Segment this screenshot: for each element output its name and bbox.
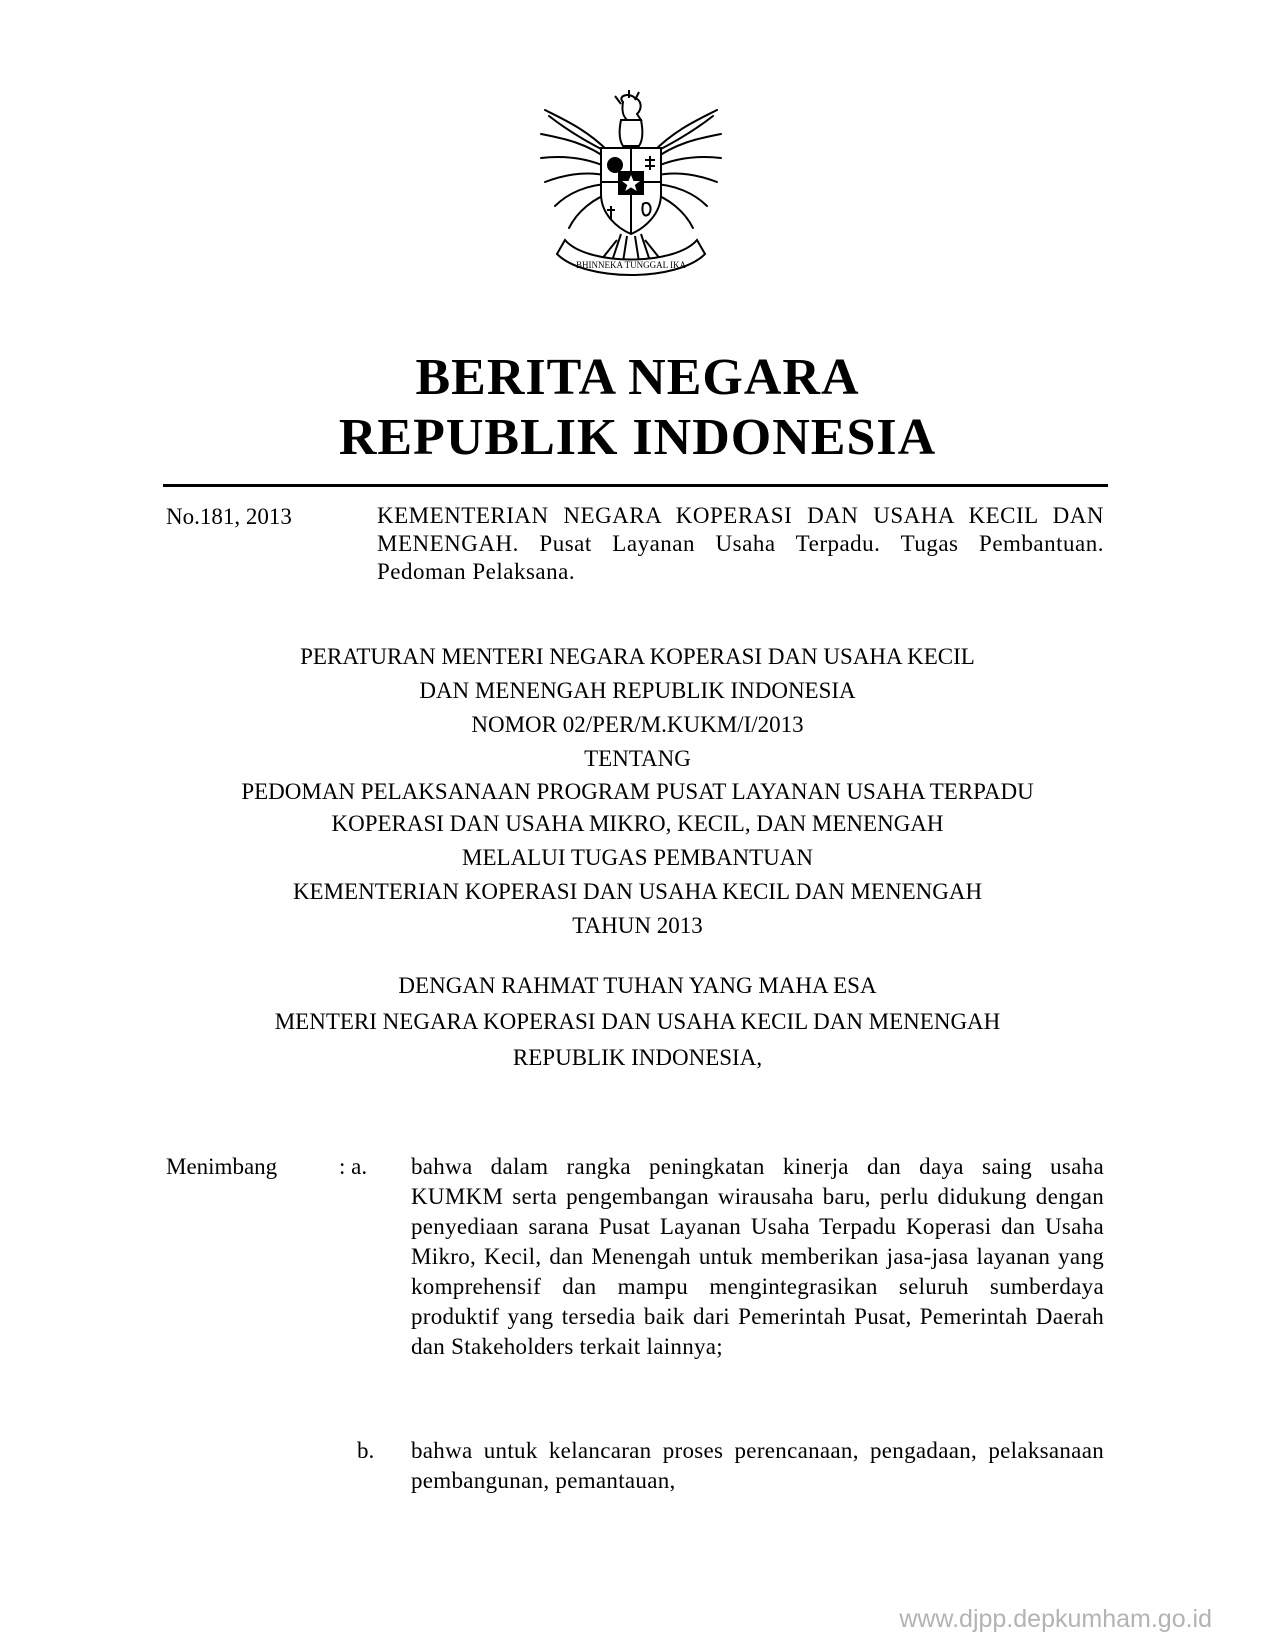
menimbang-item-a: bahwa dalam rangka peningkatan kinerja dan daya saing usaha KUMKM serta pengembangan wirausaha baru, perlu didukung dengan penyediaan sarana Pusat Layanan Usaha Terpadu Koperasi dan Usaha Mikro, Kecil, dan Menengah untuk memberikan jasa-jasa layanan yang komprehensif dan mampu mengintegrasikan seluruh sumberdaya produktif yang tersedia baik dari Pemerintah Pusat, Pemerintah Daerah dan Stakeholders terkait lainnya;	[411, 1154, 1104, 1359]
svg-text:BHINNEKA TUNGGAL IKA: BHINNEKA TUNGGAL IKA	[576, 260, 686, 270]
regulation-subject-line-1: PEDOMAN PELAKSANAAN PROGRAM PUSAT LAYANAN USAHA TERPADU	[241, 779, 1034, 804]
title-line-1: BERITA NEGARA	[415, 349, 860, 406]
source-watermark: www.djpp.depkumham.go.id	[899, 1605, 1212, 1633]
regulation-year: TAHUN 2013	[572, 913, 703, 938]
regulation-subject-line-2: KOPERASI DAN USAHA MIKRO, KECIL, DAN MENENGAH	[331, 811, 944, 836]
regulation-subject-line-3: MELALUI TUGAS PEMBANTUAN	[462, 845, 813, 870]
menimbang-label: Menimbang	[166, 1154, 278, 1179]
garuda-pancasila-emblem-icon	[537, 90, 725, 280]
regulation-number: NOMOR 02/PER/M.KUKM/I/2013	[471, 712, 804, 737]
publication-number: No.181, 2013	[166, 504, 292, 529]
opening-line-2: MENTERI NEGARA KOPERASI DAN USAHA KECIL DAN MENENGAH	[274, 1009, 1001, 1034]
item-a-marker: : a.	[339, 1154, 368, 1179]
publication-description: KEMENTERIAN NEGARA KOPERASI DAN USAHA KECIL DAN MENENGAH. Pusat Layanan Usaha Terpadu. Tugas Pembantuan. Pedoman Pelaksana.	[377, 503, 1104, 584]
regulation-line-2: DAN MENENGAH REPUBLIK INDONESIA	[419, 678, 856, 703]
title-divider	[163, 484, 1108, 487]
regulation-tentang: TENTANG	[584, 746, 691, 771]
regulation-subject-line-4: KEMENTERIAN KOPERASI DAN USAHA KECIL DAN MENENGAH	[292, 879, 983, 904]
opening-formula	[160, 968, 1115, 1076]
regulation-heading	[160, 640, 1115, 943]
opening-line-1: DENGAN RAHMAT TUHAN YANG MAHA ESA	[398, 973, 877, 998]
menimbang-item-b: bahwa untuk kelancaran proses perencanaan, pengadaan, pelaksanaan pembangunan, pemantauan,	[411, 1438, 1104, 1493]
title-line-2: REPUBLIK INDONESIA	[338, 409, 937, 466]
regulation-line-1: PERATURAN MENTERI NEGARA KOPERASI DAN USAHA KECIL	[300, 644, 975, 669]
opening-line-3: REPUBLIK INDONESIA,	[512, 1045, 763, 1070]
item-b-marker: b.	[357, 1438, 375, 1463]
